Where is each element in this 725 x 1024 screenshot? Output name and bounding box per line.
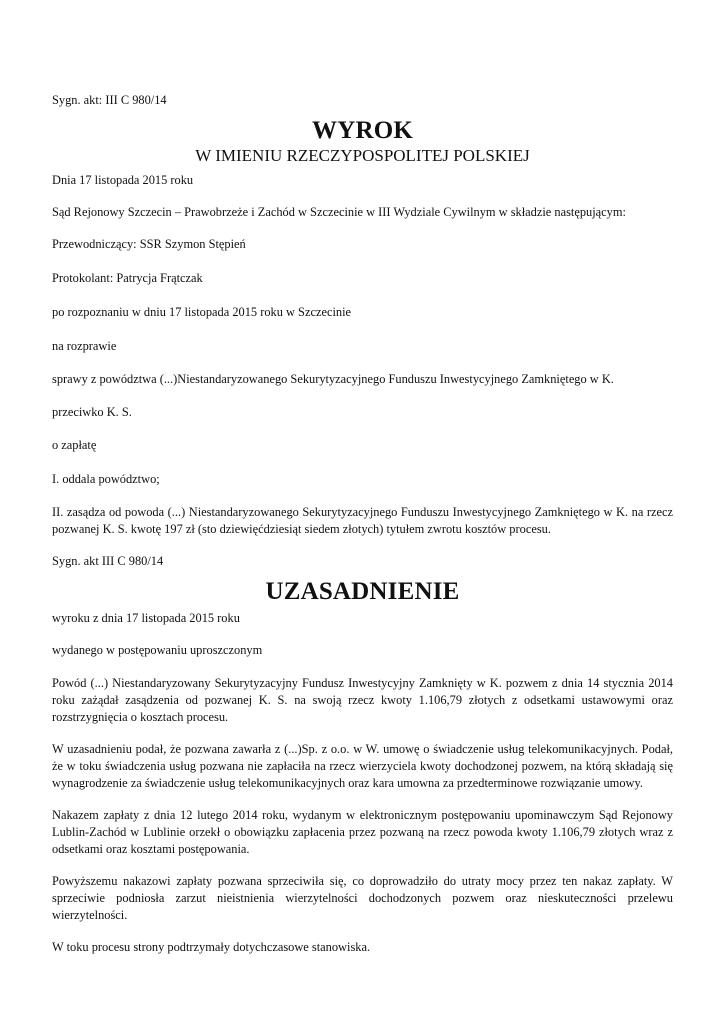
justification-paragraph-5: W toku procesu strony podtrzymały dotychczasowe stanowiska. bbox=[52, 940, 371, 954]
date-line: Dnia 17 listopada 2015 roku bbox=[52, 173, 194, 187]
judgment-subtitle: W IMIENIU RZECZYPOSPOLITEJ POLSKIEJ bbox=[195, 146, 530, 165]
document-page bbox=[52, 92, 673, 956]
justification-title: UZASADNIENIE bbox=[265, 578, 460, 605]
judgment-title: WYROK bbox=[312, 117, 413, 144]
justification-paragraph-4: Powyższemu nakazowi zapłaty pozwana sprzeciwiła się, co doprowadziło do utraty mocy przez ten nakaz zapłaty. W sprzeciwie podniosła zarzut nieistnienia wierzytelności dochodzonych pozwem oraz nieskuteczności przelewu wierzytelności. bbox=[52, 874, 673, 922]
presiding-judge: Przewodniczący: SSR Szymon Stępień bbox=[52, 237, 246, 251]
justification-reference: wyroku z dnia 17 listopada 2015 roku bbox=[52, 611, 240, 625]
case-number-top: Sygn. akt: III C 980/14 bbox=[52, 93, 167, 107]
justification-paragraph-1: Powód (...) Niestandaryzowany Sekurytyzacyjny Fundusz Inwestycyjny Zamknięty w K. pozwem z dnia 14 stycznia 2014 roku zażądał zasądzenia od pozwanej K. S. na swoją rzecz kwoty 1.106,79 złotych z odsetkami ustawowymi oraz rozstrzygnięcia o kosztach procesu. bbox=[52, 676, 673, 724]
court-clerk: Protokolant: Patrycja Frątczak bbox=[52, 271, 203, 285]
justification-paragraph-2: W uzasadnieniu podał, że pozwana zawarła z (...)Sp. z o.o. w W. umowę o świadczenie usług telekomunikacyjnych. Podał, że w toku świadczenia usług pozwana nie zapłaciła na rzecz wierzyciela kwoty dochodzonej pozwem, na którą składają się wynagrodzenie za świadczenie usług telekomunikacyjnych oraz kara umowna za przedterminowe rozwiązanie umowy. bbox=[52, 742, 673, 790]
court-line: Sąd Rejonowy Szczecin – Prawobrzeże i Zachód w Szczecinie w III Wydziale Cywilnym w składzie następującym: bbox=[52, 205, 626, 219]
on-hearing-line: na rozprawie bbox=[52, 339, 117, 353]
case-number-second: Sygn. akt III C 980/14 bbox=[52, 554, 164, 568]
ruling-item-2: II. zasądza od powoda (...) Niestandaryzowanego Sekurytyzacyjnego Funduszu Inwestycyjnego Zamkniętego w K. na rzecz pozwanej K. S. kwotę 197 zł (sto dziewięćdziesiąt siedem złotych) tytułem zwrotu kosztów procesu. bbox=[52, 505, 673, 536]
ruling-item-1: I. oddala powództwo; bbox=[52, 472, 160, 486]
subject-line: o zapłatę bbox=[52, 438, 97, 452]
justification-procedure: wydanego w postępowaniu uproszczonym bbox=[52, 643, 263, 657]
justification-paragraph-3: Nakazem zapłaty z dnia 12 lutego 2014 roku, wydanym w elektronicznym postępowaniu upominawczym Sąd Rejonowy Lublin-Zachód w Lublinie orzekł o obowiązku zapłacenia przez pozwaną na rzecz powoda kwoty 1.106,79 złotych wraz z odsetkami oraz kosztami postępowania. bbox=[52, 808, 673, 856]
case-line: sprawy z powództwa (...)Niestandaryzowanego Sekurytyzacyjnego Funduszu Inwestycyjnego Zamkniętego w K. bbox=[52, 372, 614, 386]
against-line: przeciwko K. S. bbox=[52, 405, 132, 419]
hearing-line: po rozpoznaniu w dniu 17 listopada 2015 roku w Szczecinie bbox=[52, 305, 352, 319]
